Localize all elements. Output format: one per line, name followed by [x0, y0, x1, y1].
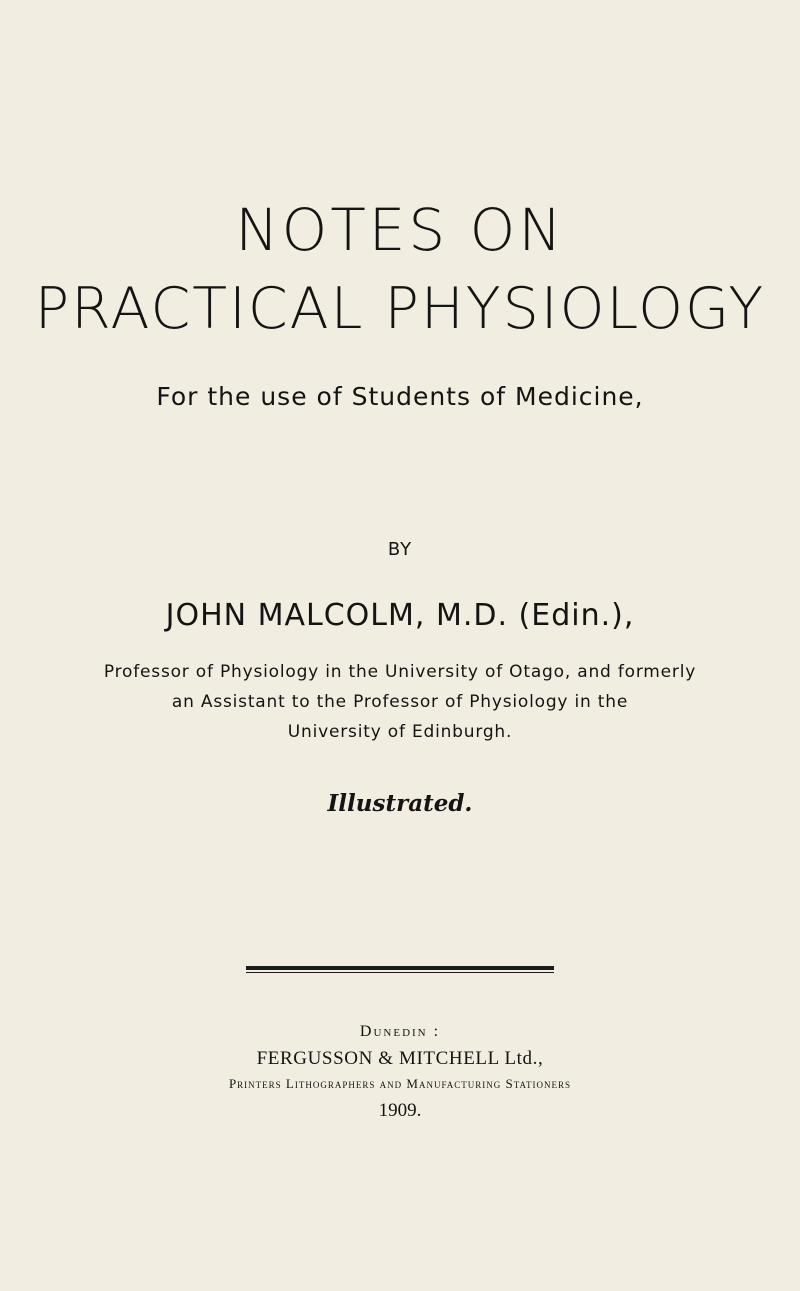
- book-title-line-2: PRACTICAL PHYSIOLOGY: [34, 276, 766, 342]
- author-description-line-2: an Assistant to the Professor of Physiology in the: [171, 692, 629, 712]
- divider-rule: [246, 966, 554, 970]
- publisher-trade: Printers Lithographers and Manufacturing Stationers: [228, 1076, 572, 1091]
- publisher-city: Dunedin :: [359, 1023, 441, 1040]
- illustrated-note: Illustrated.: [327, 790, 473, 817]
- divider-rule-thin: [246, 972, 554, 973]
- by-label: BY: [387, 539, 413, 560]
- author-description-line-3: University of Edinburgh.: [287, 722, 513, 742]
- publication-year: 1909.: [378, 1100, 422, 1121]
- book-title-line-1: NOTES ON: [235, 196, 565, 264]
- publisher-name: FERGUSSON & MITCHELL Ltd.,: [256, 1048, 544, 1069]
- subtitle: For the use of Students of Medicine,: [156, 382, 644, 411]
- author-description-line-1: Professor of Physiology in the University of Otago, and formerly: [103, 662, 697, 682]
- author-name: JOHN MALCOLM, M.D. (Edin.),: [165, 598, 635, 633]
